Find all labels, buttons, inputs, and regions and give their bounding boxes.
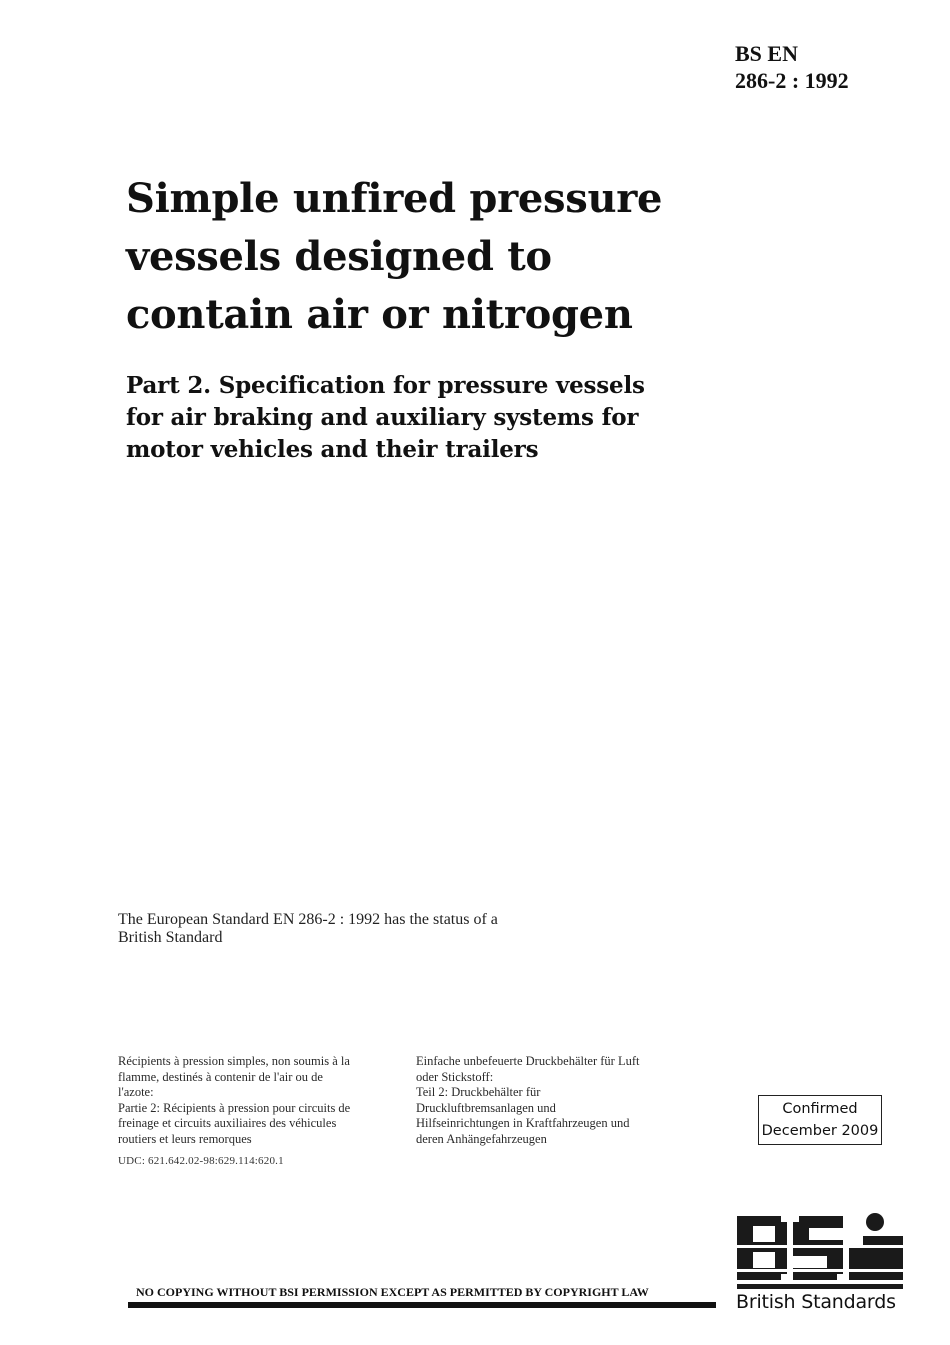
confirmed-date: December 2009	[761, 1123, 879, 1139]
title-line: contain air or nitrogen	[126, 291, 633, 338]
bsi-wordmark: British Standards	[736, 1291, 896, 1313]
german-title-line: Druckluftbremsanlagen und	[416, 1100, 556, 1115]
title-line: Simple unfired pressure	[126, 175, 663, 222]
status-line: The European Standard EN 286-2 : 1992 has the status of a	[118, 911, 498, 928]
standard-number-line1: BS EN	[735, 41, 798, 66]
status-statement	[118, 911, 578, 947]
german-title-line: deren Anhängefahrzeugen	[416, 1131, 547, 1146]
french-title-line: freinage et circuits auxiliaires des véhicules	[118, 1116, 337, 1131]
udc-classification: UDC: 621.642.02-98:629.114:620.1	[118, 1155, 284, 1167]
french-title-line: routiers et leurs remorques	[118, 1131, 252, 1146]
copyright-rule	[128, 1302, 716, 1308]
confirmed-stamp	[758, 1095, 882, 1145]
french-title-line: Récipients à pression simples, non soumis à la	[118, 1054, 350, 1068]
german-title-line: Hilfseinrichtungen in Kraftfahrzeugen und	[416, 1116, 630, 1131]
subtitle-line: Part 2. Specification for pressure vessels	[126, 372, 645, 399]
confirmed-label: Confirmed	[782, 1101, 858, 1117]
german-title-line: oder Stickstoff:	[416, 1069, 494, 1084]
german-title-block	[416, 1054, 716, 1148]
french-title-line: flamme, destinés à contenir de l'air ou de	[118, 1069, 323, 1084]
title-line: vessels designed to	[126, 233, 552, 280]
standard-number-line2: 286-2 : 1992	[735, 68, 849, 93]
subtitle-line: motor vehicles and their trailers	[126, 436, 539, 463]
standard-number	[735, 40, 849, 94]
document-title	[126, 170, 746, 344]
subtitle-line: for air braking and auxiliary systems for	[126, 404, 639, 431]
french-title-line: l'azote:	[118, 1085, 154, 1100]
status-line: British Standard	[118, 929, 223, 946]
document-subtitle	[126, 370, 746, 466]
german-title-line: Teil 2: Druckbehälter für	[416, 1085, 541, 1100]
french-title-line: Partie 2: Récipients à pression pour circuits de	[118, 1100, 351, 1115]
french-title-block	[118, 1054, 408, 1148]
bsi-logo-icon	[735, 1212, 905, 1290]
german-title-line: Einfache unbefeuerte Druckbehälter für Luft	[416, 1054, 640, 1068]
copyright-notice: NO COPYING WITHOUT BSI PERMISSION EXCEPT AS PERMITTED BY COPYRIGHT LAW	[136, 1285, 649, 1299]
